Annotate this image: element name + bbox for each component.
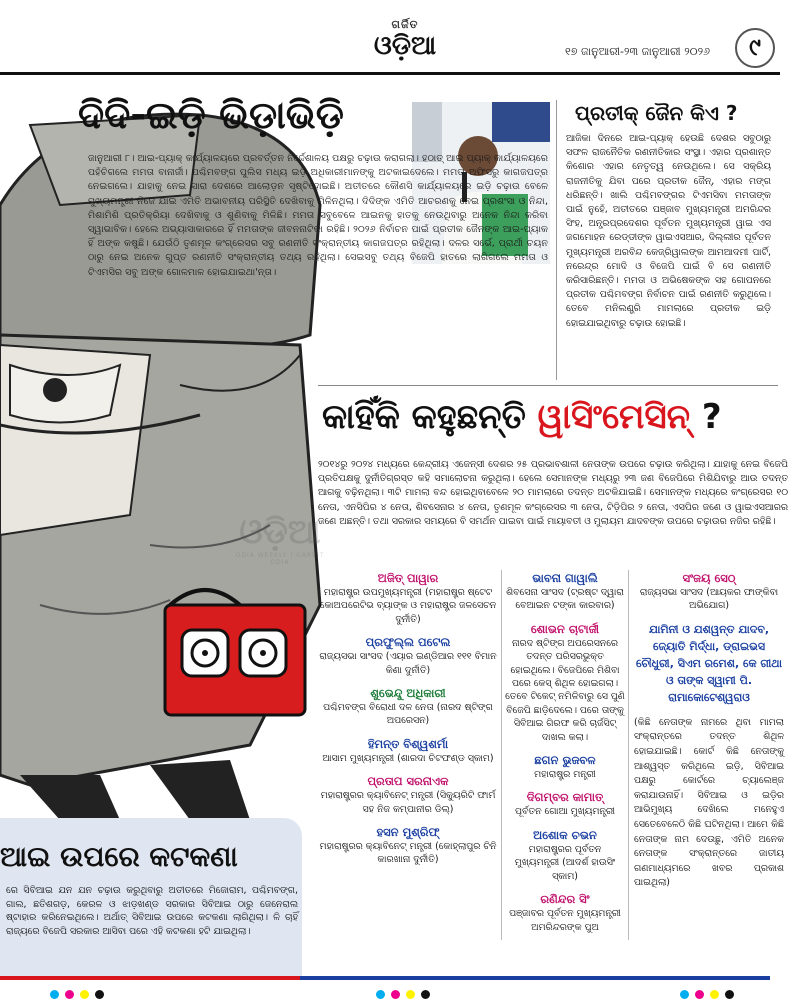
watermark-sub: ODIA WEEKLY | GARVIT ODIA: [235, 552, 325, 566]
leader-entry: [505, 570, 625, 613]
logo-main-text: ଓଡ଼ିଆ: [373, 31, 437, 61]
column-note: (କିଛି ନେତାଙ୍କ ନାମରେ ଥିବା ମାମଲା ସଂକ୍ରାନ୍ତରେ ତଦନ୍ତ ଶିଥିଳ ହୋଇଯାଇଛି। କୋର୍ଟ କିଛି ନେତାଙ୍କୁ ଆଶ୍ୱସ୍ତ କରିଥିଲେ ଇଡ଼ି, ସିବିଆଇ ପକ୍ଷରୁ କୋର୍ଟରେ ଚ୍ୟାଲେଞ୍ଜ କରାଯାଉନାହିଁ। ସିବିଆଇ ଓ ଇଡ଼ିର ଆଭିମୁଖ୍ୟ ଦେଖିଲେ ମନେହୁଏ ସେତେବେଳେଠି କିଛି ଘଟିନଥିଲା। ଆମେ କିଛି ନେତାଙ୍କ ନାମ ଦେଉଛୁ, ଏମିତି ଅନେକ ନେତାଙ୍କ ସଂକ୍ରାନ୍ତରେ ଜାତୀୟ ଗଣମାଧ୍ୟମରେ ଖବର ପ୍ରକାଶ ପାଇଥିଲା): [634, 716, 784, 889]
leader-desc: ପୂର୍ବତନ ଗୋଆ ମୁଖ୍ୟମନ୍ତ୍ରୀ: [514, 806, 615, 818]
black-dot-icon: [95, 990, 104, 999]
leader-name: ଦିଗମ୍ବର କାମାତ୍: [526, 790, 604, 805]
leader-entry: [505, 891, 625, 934]
yellow-dot-icon: [80, 990, 89, 999]
header-rule: [0, 72, 780, 75]
leader-name: ସଂଜୟ ସେଠ୍: [682, 571, 736, 585]
leader-desc: ମହାରାଷ୍ଟ୍ରର କ୍ୟାବିନେଟ୍ ମନ୍ତ୍ରୀ (କୋହ୍ଲାପୁର ଚିନି କାରଖାନା ଦୁର୍ନୀତି): [319, 841, 497, 866]
leader-name: ଭାବନା ଗାୱାଲି: [532, 571, 598, 585]
leader-entry: [318, 736, 498, 765]
leader-entry: [318, 824, 498, 867]
magenta-dot-icon: [65, 990, 74, 999]
leader-entry: [505, 827, 625, 883]
why-headline: [322, 395, 722, 439]
yellow-dot-icon: [710, 990, 719, 999]
leader-name: ଶୁଭେନ୍ଦୁ ଅଧିକାରୀ: [370, 686, 446, 701]
why-intro: ୨୦୧୪ରୁ ୨୦୨୪ ମଧ୍ୟରେ କେନ୍ଦ୍ରୀୟ ଏଜେନ୍ସୀ ଦେଶର ୨୫ ପ୍ରଭାବଶାଳୀ ନେତାଙ୍କ ଉପରେ ଚଢ଼ାଉ କରିଥିଲା। ଯାହାକୁ ନେଇ ବିଜେପି ପ୍ରତିପକ୍ଷକୁ ଦୁର୍ନୀତିଗ୍ରସ୍ତ କହି ସମାଲୋଚନା କରୁଥିଲା। ହେଲେ ସେମାନଙ୍କ ମଧ୍ୟରୁ ୨୩ ଜଣ ବିଜେପିରେ ମିଶିଯିବାରୁ ଆଉ ତଦନ୍ତ ଆଗକୁ ବଢ଼ିନଥିଲା। ୩ଟି ମାମଲା ବନ୍ଦ ହୋଇଥିବାବେଳେ ୨୦ ମାମଲାରେ ତଦନ୍ତ ଅଟକିଯାଇଛି। ସେମାନଙ୍କ ମଧ୍ୟରେ କଂଗ୍ରେସର ୧୦ ନେତା, ଏନସିପିର ୪ ନେତା, ଶିବସେନାର ୪ ନେତା, ତୃଣମୂଳ କଂଗ୍ରେସର ୩ ନେତା, ଟିଡ଼ିପିର ୨ ନେତା, ଏସପିର ଜଣେ ଓ ୱାଇଏସଆରର ଜଣେ ଅଛନ୍ତି। ତଥା ସରକାର ସମୟରେ ବି ସମର୍ଥନ ପାଇବା ପାଇଁ ମାୟାବତୀ ଓ ମୁଲାୟମ ଯାଦବଙ୍କ ଉପରେ ଚଢ଼ାଉର ନଜିର ରହିଛି।: [318, 459, 788, 527]
leader-name: ଛଗନ ଭୁଜବଳ: [534, 753, 596, 768]
leader-entry: [318, 773, 498, 816]
why-headline-highlight: ୱାସିଂମେସିନ୍: [537, 397, 691, 437]
leader-group-names: ଯାମିନୀ ଓ ଯଶୱନ୍ତ ଯାଦବ, ଜ୍ୟୋତି ମିର୍ଦ୍ଧା, ଡ୍ରାଇଭସ ଚୌଧୁରୀ, ସିଏମ ରମେଶ, କେ ଗୀଥା ଓ ତାଙ୍କ ସ୍ୱାମୀ ପି. ରାମାକୋଟେଶ୍ୱରାଓ: [635, 622, 783, 704]
leader-entry: [318, 634, 498, 677]
leader-desc: ମହାରାଷ୍ଟ୍ର ମନ୍ତ୍ରୀ: [534, 769, 596, 781]
logo-small-text: ଗର୍ଜିତ: [391, 18, 419, 31]
leader-desc: ରାଜ୍ୟସଭା ସାଂସଦ (ଏୟାର ଇଣ୍ଡିଆର ୧୧୧ ବିମାନ କିଣା ଦୁର୍ନୀତି): [319, 651, 497, 676]
magenta-dot-icon: [695, 990, 704, 999]
leader-desc: ମହାରାଷ୍ଟ୍ରର କ୍ୟାବିନେଟ୍ ମନ୍ତ୍ରୀ (ସିକ୍ୟୁରିଟି ଫାର୍ମ ସହ ନିଜ କମ୍ପାନୀର ଡିଲ୍): [320, 790, 496, 815]
sidebar-headline: ପ୍ରତୀକ୍ ଜୈନ କିଏ ?: [575, 101, 738, 125]
leader-entry: [318, 570, 498, 626]
page-number: ୯: [735, 28, 775, 68]
sidebar-body: ଆଜିକା ଦିନରେ ଆଇ-ପ୍ୟାକ୍ ହେଉଛି ଦେଶର ସବୁଠାରୁ ସଫଳ ରାଜନୈତିକ ରଣନୀତିକାର ସଂସ୍ଥା। ଏହାର ପ୍ରଶାନ୍ତ କିଶୋର ଏହାର ନେତୃତ୍ୱ ନେଉଥିଲେ। ସେ ସକ୍ରିୟ ରାଜନୀତିକୁ ଯିବା ପରେ ପ୍ରତୀକ ଜୈନ୍, ଏହାର ମଙ୍ଗ ଧରିଛନ୍ତି। ଖାଲି ପଶ୍ଚିମବଙ୍ଗର ଟିଏମସିବା ମମତାଙ୍କ ପାଇଁ ନୁହେଁ, ଅତୀତରେ ପଞ୍ଜାବ ମୁଖ୍ୟମନ୍ତ୍ରୀ ଅମରିନ୍ଦର ସିଂହ, ଅନ୍ଧ୍ରପ୍ରଦେଶର ପୂର୍ବତନ ମୁଖ୍ୟମନ୍ତ୍ରୀ ୱାଇ ଏସ ଜଗମୋହନ ରେଡ୍ଡୀଙ୍କ ୱାଇଏସଆର, ଦିଲ୍ଲୀର ପୂର୍ବତନ ମୁଖ୍ୟମନ୍ତ୍ରୀ ଅରବିନ୍ଦ କେଜ୍ରିୱାଲଙ୍କ ଆମଆଦମୀ ପାର୍ଟି, ନରେନ୍ଦ୍ର ମୋଦି ଓ ବିଜେପି ପାଇଁ ବି ସେ ରଣନୀତି କରିସାରିଛନ୍ତି। ମମତା ଓ ଅଭିଷେକଙ୍କ ସହ ଗୋପନରେ ପ୍ରତୀକ ପଶ୍ଚିମବଙ୍ଗ ନିର୍ବାଚନ ପାଇଁ ରଣନୀତି କରୁଥିଲେ। ତେବେ ମନିଲଣ୍ଡ୍ରି ମାମଲାରେ ପ୍ରତୀକ ଇଡ଼ି ହୋଇଯାଇଥିବାରୁ ଚଢ଼ାଉ ହୋଇଛି।: [566, 133, 771, 329]
leader-name: ଶୋଭନ ଚାଟାର୍ଜୀ: [530, 621, 600, 636]
leader-desc: ନାରଦ ଷ୍ଟିଙ୍ଗ ଅପରେସନରେ ତଦନ୍ତ ପରିସରଭୁକ୍ତ ହୋଇଥିଲେ। ବିଜେପିରେ ମିଶିବା ପରେ କେସ୍ ଶିଥିଳ ହୋଇଗଲା। ତେବେ ଟିକେଟ୍ ନମିଳିବାରୁ ସେ ପୁଣି ବିଜେପି ଛାଡ଼ିଦେଲେ। ପରେ ତାଙ୍କୁ ସିବିଆଇ ଗିରଫ କରି ଚାର୍ଜସିଟ୍ ଦାଖଲ କଲା।: [505, 637, 625, 743]
leader-name: ପ୍ରତାପ ସରନାଏକ: [367, 774, 449, 789]
cbi-body: ରେ ସିବିଆଇ ଯନ ଯନ ଚଢ଼ାଉ କରୁଥିବାରୁ ଅତୀତରେ ମିଜୋରାମ, ପଶ୍ଚିମବଙ୍ଗ, ଗାଲ, ଛତିଶଗଡ଼, କେରଳ ଓ ଝାଡ଼ଖଣ୍ଡ ସରକାର ସିବିଆଇ ଠାରୁ ଜେନେରାଲ ଷ୍ଟାହାର କରିନେଇଥିଲେ। ଅର୍ଥାତ୍ ସିବିଆଇ ଉପରେ କଟକଣା ଲାଗିଥିଲା। ଳି ଚାହିଁ ରାଜ୍ୟରେ ବିଜେପି ସରକାର ଆସିବା ପରେ ଏହି କଟକଣା ହଟି ଯାଇଥିଲା।: [6, 885, 298, 937]
footer-blue-stripe: [300, 976, 770, 980]
cyan-dot-icon: [680, 990, 689, 999]
cbi-headline: ଆଇ ଉପରେ କଟକଣା: [0, 840, 238, 873]
leader-name: ରଣିନ୍ଦର ସିଂ: [540, 892, 590, 907]
leaders-column-2: [505, 570, 625, 942]
leader-name: ଅଜିତ୍ ପାୱାର: [377, 571, 439, 585]
watermark-main: ଓଡ଼ିଆ: [239, 512, 321, 552]
magenta-dot-icon: [391, 990, 400, 999]
print-swatches-right: [680, 990, 734, 999]
column-divider: [501, 570, 502, 940]
sidebar-divider: [556, 100, 557, 380]
leader-entry: [505, 789, 625, 818]
article-body: ଜାନୁଆରୀ ୮। ଆଇ-ପ୍ୟାକ୍ କାର୍ଯ୍ୟାଳୟରେ ପ୍ରବର୍ତ୍ତନ ନିର୍ଦ୍ଦେଶାଳୟ ପକ୍ଷରୁ ଚଢ଼ାଉ କରାଗଲା। ହଠାତ୍ ଆଇ ପ୍ୟାକ୍ କାର୍ଯ୍ୟାଳୟରେ ପହଁଚିଗଲେ ମମତା ବାନାର୍ଜୀ। ପଶ୍ଚିମବଙ୍ଗ ପୁଲିସ ମଧ୍ୟ ଇଡ଼ି ଅଧିକାରୀମାନଙ୍କୁ ଅଟକାଇଦେଲେ। ମମତା ଅଫିସରୁ କାଗଜପତ୍ର ନେଇଗଲେ। ଯାହାକୁ ନେଇ ସାରା ଦେଶରେ ଆଲୋଡ଼ନ ସୃଷ୍ଟିହୋଇଛି। ଅତୀତରେ କୌଣସି କାର୍ଯ୍ୟାଳୟରେ ଇଡ଼ି ଚଢ଼ାଉ ବେଳେ ମୁଖ୍ୟମନ୍ତ୍ରୀ ନିଜେ ଯାଇ ଏମିତି ଅଭାବନୀୟ ପରିସ୍ଥିତି ଦେଖିବାକୁ ମିଳିନଥିଲା। ଦିଦିଙ୍କ ଏମିତି ଆଚରଣକୁ ନେଇ ପ୍ରଶଂସା ଓ ନିନ୍ଦା, ମିଶାମିଶି ପ୍ରତିକ୍ରିୟା ଦେଖିବାକୁ ଓ ଶୁଣିବାକୁ ମିଳିଛି। ମମତା ସବୁବେଳେ ଆଇନକୁ ହାତକୁ ନେଉଥିବାରୁ ଅନେକ ନିନ୍ଦା କରିବା ସ୍ୱାଭାବିକ। ହେଲେ ଅଭ୍ୟାସାକାରରେ ହିଁ ମମତାଙ୍କ ଜୀବନନାଟିକା ରହିଛି। ୨୦୨୬ ନିର୍ବାଚନ ପାଇଁ ପ୍ରତୀକ ଜୈନଙ୍କ ଆଇ-ପ୍ୟାକ ହିଁ ଅଙ୍କ କଷୁଛି। ଯେଉଁଠି ତୃଣମୂଳ କଂଗ୍ରେସର ସବୁ ରଣନୀତି ସଂକ୍ରାନ୍ତୀୟ କାଗଜପତ୍ର ରହିଥିଲା। ଦଳର ସର୍ଭେ, ପ୍ରାର୍ଥୀ ଚୟନ ଠାରୁ ନେଇ ଅନେକ ଗୁପ୍ତ ରଣନୀତି ସଂକ୍ରାନ୍ତୀୟ ତଥ୍ୟ ରହିଥିଲା। ସେଇସବୁ ତଥ୍ୟ ବିଜେପି ହାତରେ ଲାଗିଗଲେ ମମତା ଓ ଟିଏମସିର ସବୁ ଅଙ୍କ ଗୋଳମାଳ ହୋଇଯାଇଥା'ନ୍ତା।: [88, 153, 548, 278]
leader-desc: ମହାରାଷ୍ଟ୍ର ଉପମୁଖ୍ୟମନ୍ତ୍ରୀ (ମହାରାଷ୍ଟ୍ର ଷ୍ଟେଟ କୋଅପରେଟିଭ ବ୍ୟାଙ୍କ ଓ ମହାରାଷ୍ଟ୍ର ଜଳସେଚନ ଦୁର୍ନୀତି): [319, 587, 497, 625]
leader-name: ପ୍ରଫୁଲ୍ଲ ପଟେଲ: [365, 635, 451, 650]
issue-date: ୧୭ ଜାନୁଆରୀ-୨୩ ଜାନୁଆରୀ ୨୦୨୬: [565, 45, 711, 58]
why-headline-prefix: କାହିଁକି କହୁଛନ୍ତି: [322, 397, 538, 437]
leader-desc: ଆସାମ ମୁଖ୍ୟମନ୍ତ୍ରୀ (ଶାରଦା ଚିଟଫଣ୍ଡ ସ୍କାମ): [322, 752, 494, 764]
black-dot-icon: [421, 990, 430, 999]
leader-name: ହିମନ୍ତ ବିଶ୍ୱଶର୍ମା: [367, 736, 449, 751]
leaders-column-3: [634, 570, 784, 891]
leaders-column-1: [318, 570, 498, 875]
leader-desc: ପଶ୍ଚିମବଙ୍ଗ ବିରୋଧୀ ଦଳ ନେତା (ନାରଦ ଷ୍ଟିଙ୍ଗ ଅପରେସନ): [323, 702, 493, 727]
leader-entry: [634, 570, 784, 613]
leader-desc: ମହାରାଷ୍ଟ୍ରର ପୂର୍ବତନ ମୁଖ୍ୟମନ୍ତ୍ରୀ (ଆଦର୍ଶ ହାଉସିଂ ସ୍କାମ): [514, 843, 616, 882]
leader-entry: [505, 621, 625, 744]
watermark-logo: [225, 512, 335, 566]
leader-desc: ରାଜ୍ୟସଭା ସାଂସଦ (ଆୟକର ଫାଙ୍କିବା ଅଭିଯୋଗ): [639, 587, 779, 612]
cyan-dot-icon: [50, 990, 59, 999]
leader-desc: ପଞ୍ଜାବର ପୂର୍ବତନ ମୁଖ୍ୟମନ୍ତ୍ରୀ ଅମରିନ୍ଦରଙ୍କ ପୁଅ: [509, 908, 621, 933]
cyan-dot-icon: [376, 990, 385, 999]
masthead-logo: [340, 18, 470, 60]
yellow-dot-icon: [406, 990, 415, 999]
black-dot-icon: [725, 990, 734, 999]
column-divider: [628, 570, 629, 940]
leader-desc: ଶିବସେନା ସାଂସଦ (ଟ୍ରଷ୍ଟ ଦ୍ୱାରା ବେଆଇନ ଟଙ୍କା କାରବାର): [506, 587, 624, 612]
section-rule: [318, 385, 778, 386]
leader-entry: [505, 752, 625, 781]
article-headline: ଦିଦି-ଇଡ଼ି ଭିଡ଼ାଭିଡ଼ି: [78, 93, 344, 137]
why-headline-suffix: ?: [690, 397, 722, 437]
print-swatches-left: [50, 990, 104, 999]
footer-bar: [0, 976, 800, 980]
print-swatches-center: [376, 990, 430, 999]
leader-name: ଅଶୋକ ଚଭନ: [533, 827, 597, 842]
leader-entry: [318, 685, 498, 728]
leader-name: ହସନ ମୁଶ୍ରିଫ୍: [376, 825, 440, 840]
